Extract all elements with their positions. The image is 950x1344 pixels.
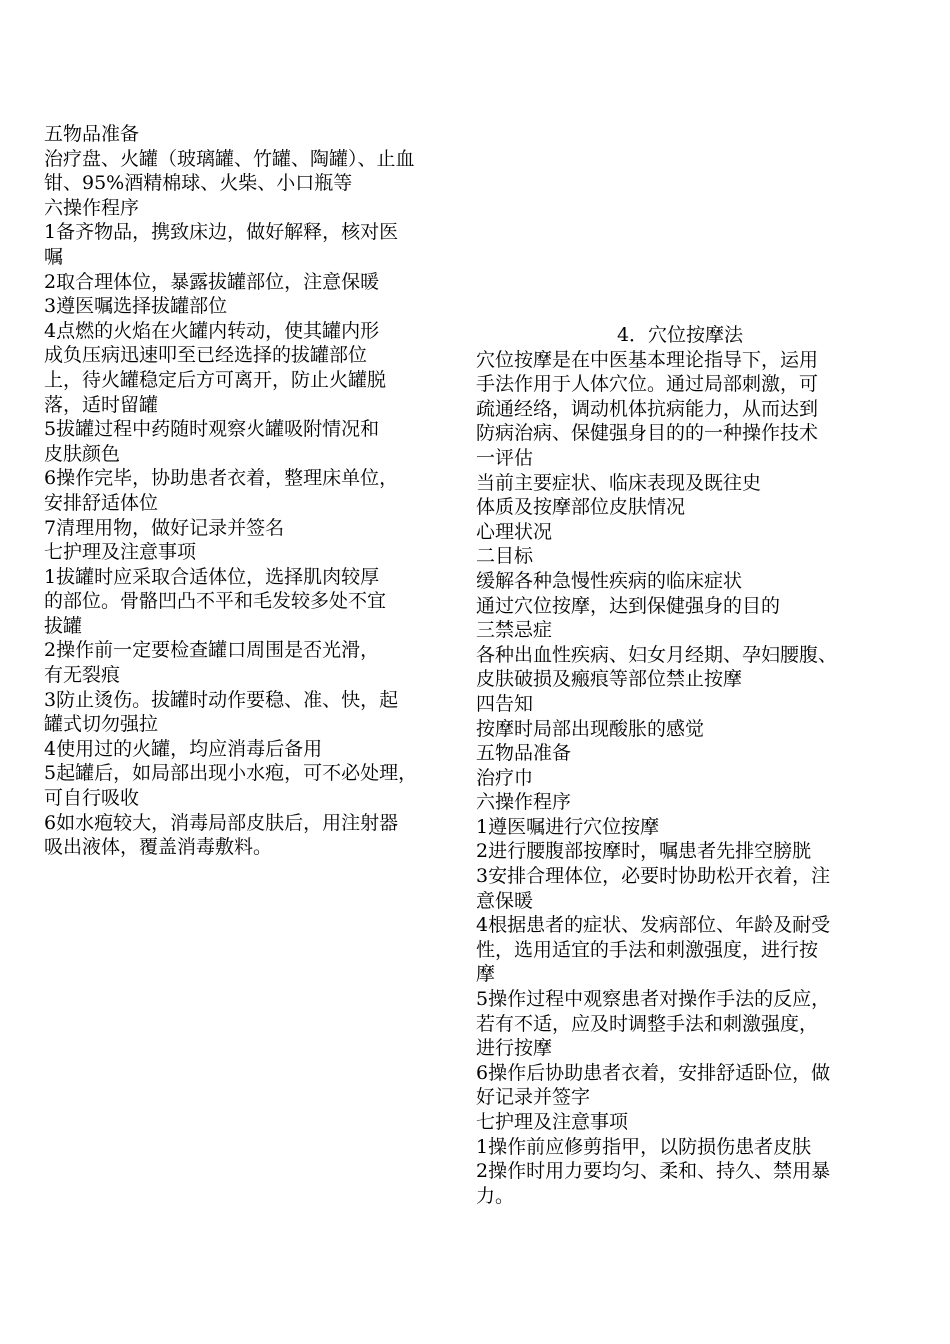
- left-column-text-line: 3防止烫伤。拔罐时动作要稳、准、快，起: [44, 688, 399, 711]
- left-column-text-line: 的部位。骨骼凹凸不平和毛发较多处不宜: [44, 590, 387, 613]
- right-column-text-line: 体质及按摩部位皮肤情况: [476, 496, 686, 519]
- right-column-text-line: 按摩时局部出现酸胀的感觉: [476, 717, 705, 740]
- left-column-text-line: 嘱: [44, 245, 64, 268]
- right-column-text-line: 缓解各种急慢性疾病的临床症状: [476, 569, 743, 592]
- left-column-text-line: 5拔罐过程中药随时观察火罐吸附情况和: [44, 418, 380, 441]
- left-column-text-line: 成负压病迅速叩至已经选择的拔罐部位: [44, 344, 368, 367]
- left-column-text-line: 6如水疱较大，消毒局部皮肤后，用注射器: [44, 811, 399, 834]
- right-column-text-line: 意保暖: [476, 889, 534, 912]
- left-column-text-line: 安排舒适体位: [44, 491, 159, 514]
- right-column-text-line: 五物品准备: [476, 742, 572, 765]
- right-column-text-line: 当前主要症状、临床表现及既往史: [476, 471, 762, 494]
- left-column-text-line: 五物品准备: [44, 123, 140, 145]
- left-column: [44, 122, 446, 860]
- left-column-text-line: 4使用过的火罐，均应消毒后备用: [44, 737, 323, 760]
- left-column-text-line: 落，适时留罐: [44, 393, 159, 416]
- right-column-text-line: 2进行腰腹部按摩时，嘱患者先排空膀胱: [476, 840, 812, 863]
- left-column-text-line: 7清理用物，做好记录并签名: [44, 516, 285, 539]
- right-column-text-line: 通过穴位按摩，达到保健强身的目的: [476, 594, 781, 617]
- left-column-text-line: 治疗盘、火罐（玻璃罐、竹罐、陶罐）、止血: [44, 147, 415, 170]
- right-column-text-line: 心理状况: [476, 520, 553, 543]
- right-column-text-line: 治疗巾: [476, 766, 534, 789]
- right-column-text-line: 若有不适，应及时调整手法和刺激强度，: [476, 1012, 819, 1035]
- right-column-text-line: 各种出血性疾病、妇女月经期、孕妇腰腹、: [476, 643, 838, 666]
- right-column-text-line: 六操作程序: [476, 791, 572, 814]
- left-column-text-line: 上，待火罐稳定后方可离开，防止火罐脱: [44, 368, 387, 391]
- right-column-text-line: 6操作后协助患者衣着，安排舒适卧位，做: [476, 1061, 831, 1084]
- left-column-text-line: 2取合理体位，暴露拔罐部位，注意保暖: [44, 270, 380, 293]
- left-column-text-line: 4点燃的火焰在火罐内转动，使其罐内形: [44, 319, 380, 342]
- right-column-text-line: 2操作时用力要均匀、柔和、持久、禁用暴: [476, 1160, 831, 1183]
- left-column-text-line: 六操作程序: [44, 196, 140, 219]
- left-column-text-line: 5起罐后，如局部出现小水疱，可不必处理，: [44, 762, 418, 785]
- right-column-text-line: 1遵医嘱进行穴位按摩: [476, 815, 660, 838]
- section-heading: 4．穴位按摩法: [616, 324, 744, 346]
- right-column-text-line: 一评估: [476, 446, 534, 469]
- right-column-text-line: 4根据患者的症状、发病部位、年龄及耐受: [476, 914, 831, 937]
- left-column-text-line: 吸出液体，覆盖消毒敷料。: [44, 836, 273, 859]
- right-column-text-line: 穴位按摩是在中医基本理论指导下，运用: [476, 348, 819, 371]
- right-column-text-line: 疏通经络，调动机体抗病能力，从而达到: [476, 397, 819, 420]
- left-column-text-line: 有无裂痕: [44, 664, 121, 687]
- right-column-text-line: 性，选用适宜的手法和刺激强度，进行按: [476, 938, 819, 961]
- left-column-text-line: 1拔罐时应采取合适体位，选择肌肉较厚: [44, 565, 380, 588]
- right-column-text-line: 好记录并签字: [476, 1086, 591, 1109]
- right-column-text-line: 四告知: [476, 692, 534, 715]
- left-column-text-line: 钳、95%酒精棉球、火柴、小口瓶等: [44, 172, 353, 195]
- left-column-text-line: 6操作完毕，协助患者衣着，整理床单位，: [44, 467, 399, 490]
- left-column-text-line: 可自行吸收: [44, 787, 140, 810]
- right-column-text-line: 进行按摩: [476, 1037, 553, 1060]
- left-column-text-line: 1备齐物品，携致床边，做好解释，核对医: [44, 221, 399, 244]
- right-column-text-line: 力。: [476, 1184, 515, 1207]
- left-column-text-line: 拔罐: [44, 614, 83, 637]
- left-column-text-line: 2操作前一定要检查罐口周围是否光滑，: [44, 639, 380, 662]
- left-column-text-line: 3遵医嘱选择拔罐部位: [44, 295, 228, 318]
- left-column-text-line: 七护理及注意事项: [44, 541, 197, 564]
- right-column-text-line: 二目标: [476, 545, 534, 568]
- right-column-text-line: 5操作过程中观察患者对操作手法的反应，: [476, 988, 831, 1011]
- right-column-text-line: 摩: [476, 963, 496, 986]
- right-column-text-line: 手法作用于人体穴位。通过局部刺激，可: [476, 373, 819, 396]
- right-column-text-line: 七护理及注意事项: [476, 1111, 629, 1133]
- right-column-text-line: 皮肤破损及瘢痕等部位禁止按摩: [476, 668, 743, 691]
- right-column: [476, 323, 884, 1208]
- right-column-text-line: 三禁忌症: [476, 619, 553, 642]
- right-column-text-line: 防病治病、保健强身目的的一种操作技术: [476, 422, 819, 445]
- left-column-text-line: 罐式切勿强拉: [44, 713, 159, 736]
- left-column-text-line: 皮肤颜色: [44, 442, 121, 465]
- right-column-text-line: 1操作前应修剪指甲，以防损伤患者皮肤: [476, 1135, 812, 1158]
- right-column-text-line: 3安排合理体位，必要时协助松开衣着，注: [476, 865, 831, 888]
